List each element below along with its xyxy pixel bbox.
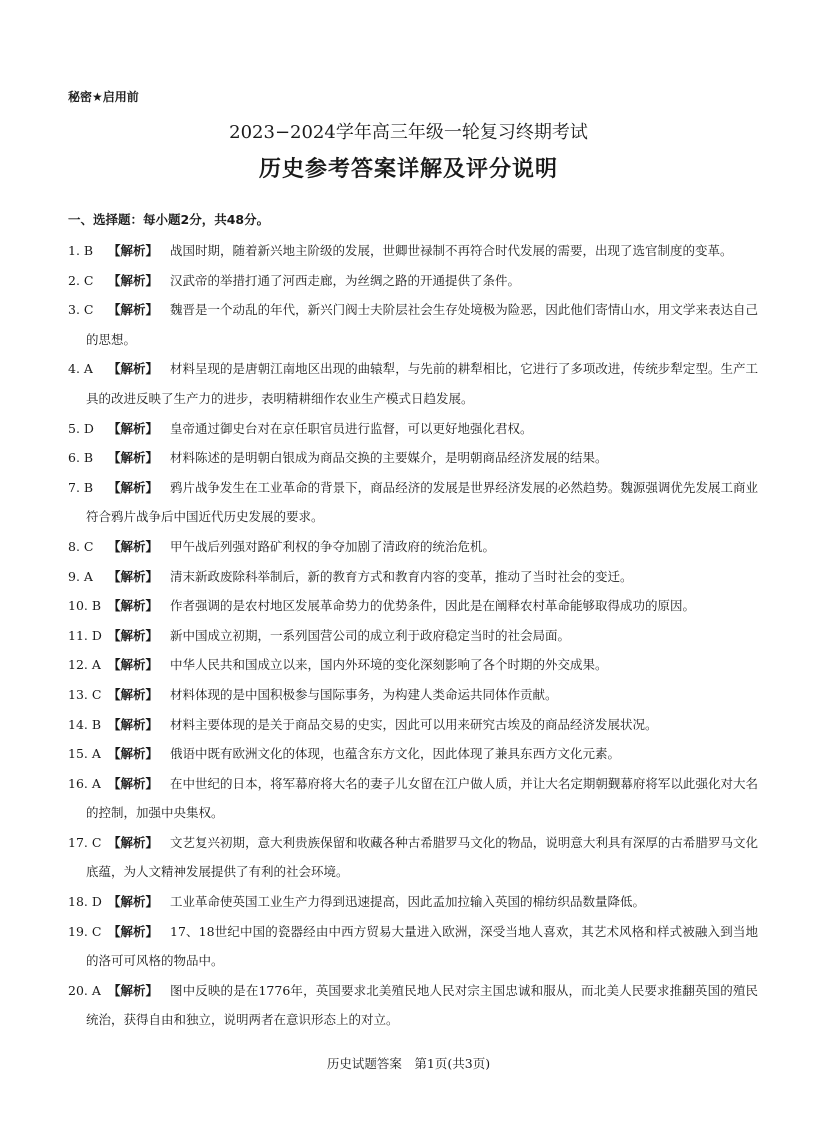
answer-number: 14. B xyxy=(68,716,102,732)
answer-number: 4. A xyxy=(68,361,93,377)
answer-number: 13. C xyxy=(68,686,102,702)
analysis-tag: 【解析】 xyxy=(108,272,159,288)
answer-item xyxy=(68,887,758,917)
answer-item xyxy=(68,473,758,532)
analysis-tag: 【解析】 xyxy=(108,746,159,762)
answer-explanation: 皇帝通过御史台对在京任职官员进行监督，可以更好地强化君权。 xyxy=(170,420,533,436)
answer-number: 3. C xyxy=(68,302,94,318)
analysis-tag: 【解析】 xyxy=(108,243,159,258)
answer-item xyxy=(68,532,758,562)
answer-number: 7. B xyxy=(68,479,94,495)
exam-title: 2023−2024学年高三年级一轮复习终期考试 xyxy=(229,122,588,143)
answer-number: 9. A xyxy=(68,568,93,584)
answer-explanation: 魏晋是一个动乱的年代，新兴门阀士夫阶层社会生存处境极为险恶，因此他们寄情山水，用文学来表达自己的思想。 xyxy=(86,302,758,347)
answer-explanation: 图中反映的是在1776年，英国要求北美殖民地人民对宗主国忠诚和服从，而北美人民要求推翻英国的殖民统治，获得自由和独立，说明两者在意识形态上的对立。 xyxy=(86,982,758,1028)
answer-number: 10. B xyxy=(68,598,102,614)
answer-number: 11. D xyxy=(68,627,102,643)
answer-explanation: 中华人民共和国成立以来，国内外环境的变化深刻影响了各个时期的外交成果。 xyxy=(170,657,608,673)
analysis-tag: 【解析】 xyxy=(108,834,159,850)
answer-item xyxy=(68,443,758,473)
answer-explanation: 汉武帝的举措打通了河西走廊，为丝绸之路的开通提供了条件。 xyxy=(170,272,521,288)
answer-item xyxy=(68,680,758,710)
answer-item xyxy=(68,917,758,976)
answer-number: 19. C xyxy=(68,923,102,939)
answer-item xyxy=(68,976,758,1035)
answer-list xyxy=(68,236,758,1035)
analysis-tag: 【解析】 xyxy=(108,923,159,939)
answer-explanation: 材料主要体现的是关于商品交易的史实，因此可以用来研究古埃及的商品经济发展状况。 xyxy=(170,716,658,732)
answer-explanation: 鸦片战争发生在工业革命的背景下，商品经济的发展是世界经济发展的必然趋势。魏源强调优先发展工商业符合鸦片战争后中国近代历史发展的要求。 xyxy=(86,479,758,525)
answer-item xyxy=(68,828,758,887)
analysis-tag: 【解析】 xyxy=(108,775,159,791)
answer-item xyxy=(68,266,758,296)
section-heading: 一、选择题：每小题2分，共48分。 xyxy=(68,212,270,227)
analysis-tag: 【解析】 xyxy=(108,657,159,673)
answer-explanation: 在中世纪的日本，将军幕府将大名的妻子儿女留在江户做人质，并让大名定期朝觐幕府将军以此强化对大名的控制，加强中央集权。 xyxy=(86,775,758,821)
document-title: 历史参考答案详解及评分说明 xyxy=(258,157,558,182)
answer-item xyxy=(68,769,758,828)
analysis-tag: 【解析】 xyxy=(108,361,159,377)
answer-item xyxy=(68,591,758,621)
answer-item xyxy=(68,354,758,413)
analysis-tag: 【解析】 xyxy=(108,420,159,436)
analysis-tag: 【解析】 xyxy=(108,450,159,466)
answer-number: 2. C xyxy=(68,272,94,288)
analysis-tag: 【解析】 xyxy=(108,686,159,702)
analysis-tag: 【解析】 xyxy=(108,982,159,998)
answer-item xyxy=(68,710,758,740)
answer-explanation: 新中国成立初期，一系列国营公司的成立利于政府稳定当时的社会局面。 xyxy=(170,627,571,643)
analysis-tag: 【解析】 xyxy=(108,538,159,554)
answer-explanation: 文艺复兴初期，意大利贵族保留和收藏各种古希腊罗马文化的物品，说明意大利具有深厚的古希腊罗马文化底蕴，为人文精神发展提供了有利的社会环境。 xyxy=(86,834,758,880)
answer-number: 8. C xyxy=(68,538,94,554)
analysis-tag: 【解析】 xyxy=(108,302,159,318)
answer-explanation: 甲午战后列强对路矿利权的争夺加剧了清政府的统治危机。 xyxy=(170,538,496,554)
answer-number: 6. B xyxy=(68,450,94,466)
answer-item xyxy=(68,236,758,266)
answer-explanation: 作者强调的是农村地区发展革命势力的优势条件，因此是在阐释农村革命能够取得成功的原因。 xyxy=(170,598,696,614)
answer-item xyxy=(68,562,758,592)
answer-number: 16. A xyxy=(68,775,101,791)
analysis-tag: 【解析】 xyxy=(108,598,159,614)
confidential-mark: 秘密★启用前 xyxy=(68,90,139,104)
answer-item xyxy=(68,650,758,680)
answer-explanation: 17、18世纪中国的瓷器经由中西方贸易大量进入欧洲，深受当地人喜欢，其艺术风格和样式被融入到当地的洛可可风格的物品中。 xyxy=(86,923,758,969)
answer-number: 12. A xyxy=(68,657,101,673)
answer-item xyxy=(68,739,758,769)
answer-explanation: 战国时期，随着新兴地主阶级的发展，世卿世禄制不再符合时代发展的需要，出现了选官制度的变革。 xyxy=(170,243,733,258)
analysis-tag: 【解析】 xyxy=(108,716,159,732)
answer-number: 18. D xyxy=(68,894,102,910)
answer-item xyxy=(68,414,758,444)
answer-explanation: 材料陈述的是明朝白银成为商品交换的主要媒介，是明朝商品经济发展的结果。 xyxy=(170,450,608,466)
answer-explanation: 清末新政废除科举制后，新的教育方式和教育内容的变革，推动了当时社会的变迁。 xyxy=(170,568,633,584)
answer-number: 17. C xyxy=(68,834,102,850)
answer-number: 15. A xyxy=(68,746,101,762)
analysis-tag: 【解析】 xyxy=(108,479,159,495)
analysis-tag: 【解析】 xyxy=(108,627,159,643)
analysis-tag: 【解析】 xyxy=(108,568,159,584)
answer-number: 1. B xyxy=(68,243,94,258)
answer-explanation: 材料体现的是中国积极参与国际事务，为构建人类命运共同体作贡献。 xyxy=(170,686,558,702)
answer-number: 20. A xyxy=(68,982,101,998)
answer-explanation: 材料呈现的是唐朝江南地区出现的曲辕犁，与先前的耕犁相比，它进行了多项改进，传统步犁定型。生产工具的改进反映了生产力的进步，表明精耕细作农业生产模式日趋发展。 xyxy=(86,361,758,406)
answer-explanation: 俄语中既有欧洲文化的体现，也蕴含东方文化，因此体现了兼具东西方文化元素。 xyxy=(170,746,621,762)
answer-item xyxy=(68,621,758,651)
answer-number: 5. D xyxy=(68,420,94,436)
page-footer: 历史试题答案 第1页(共3页) xyxy=(326,1056,491,1071)
answer-item xyxy=(68,295,758,354)
answer-explanation: 工业革命使英国工业生产力得到迅速提高，因此孟加拉输入英国的棉纺织品数量降低。 xyxy=(170,894,646,910)
analysis-tag: 【解析】 xyxy=(108,894,159,910)
